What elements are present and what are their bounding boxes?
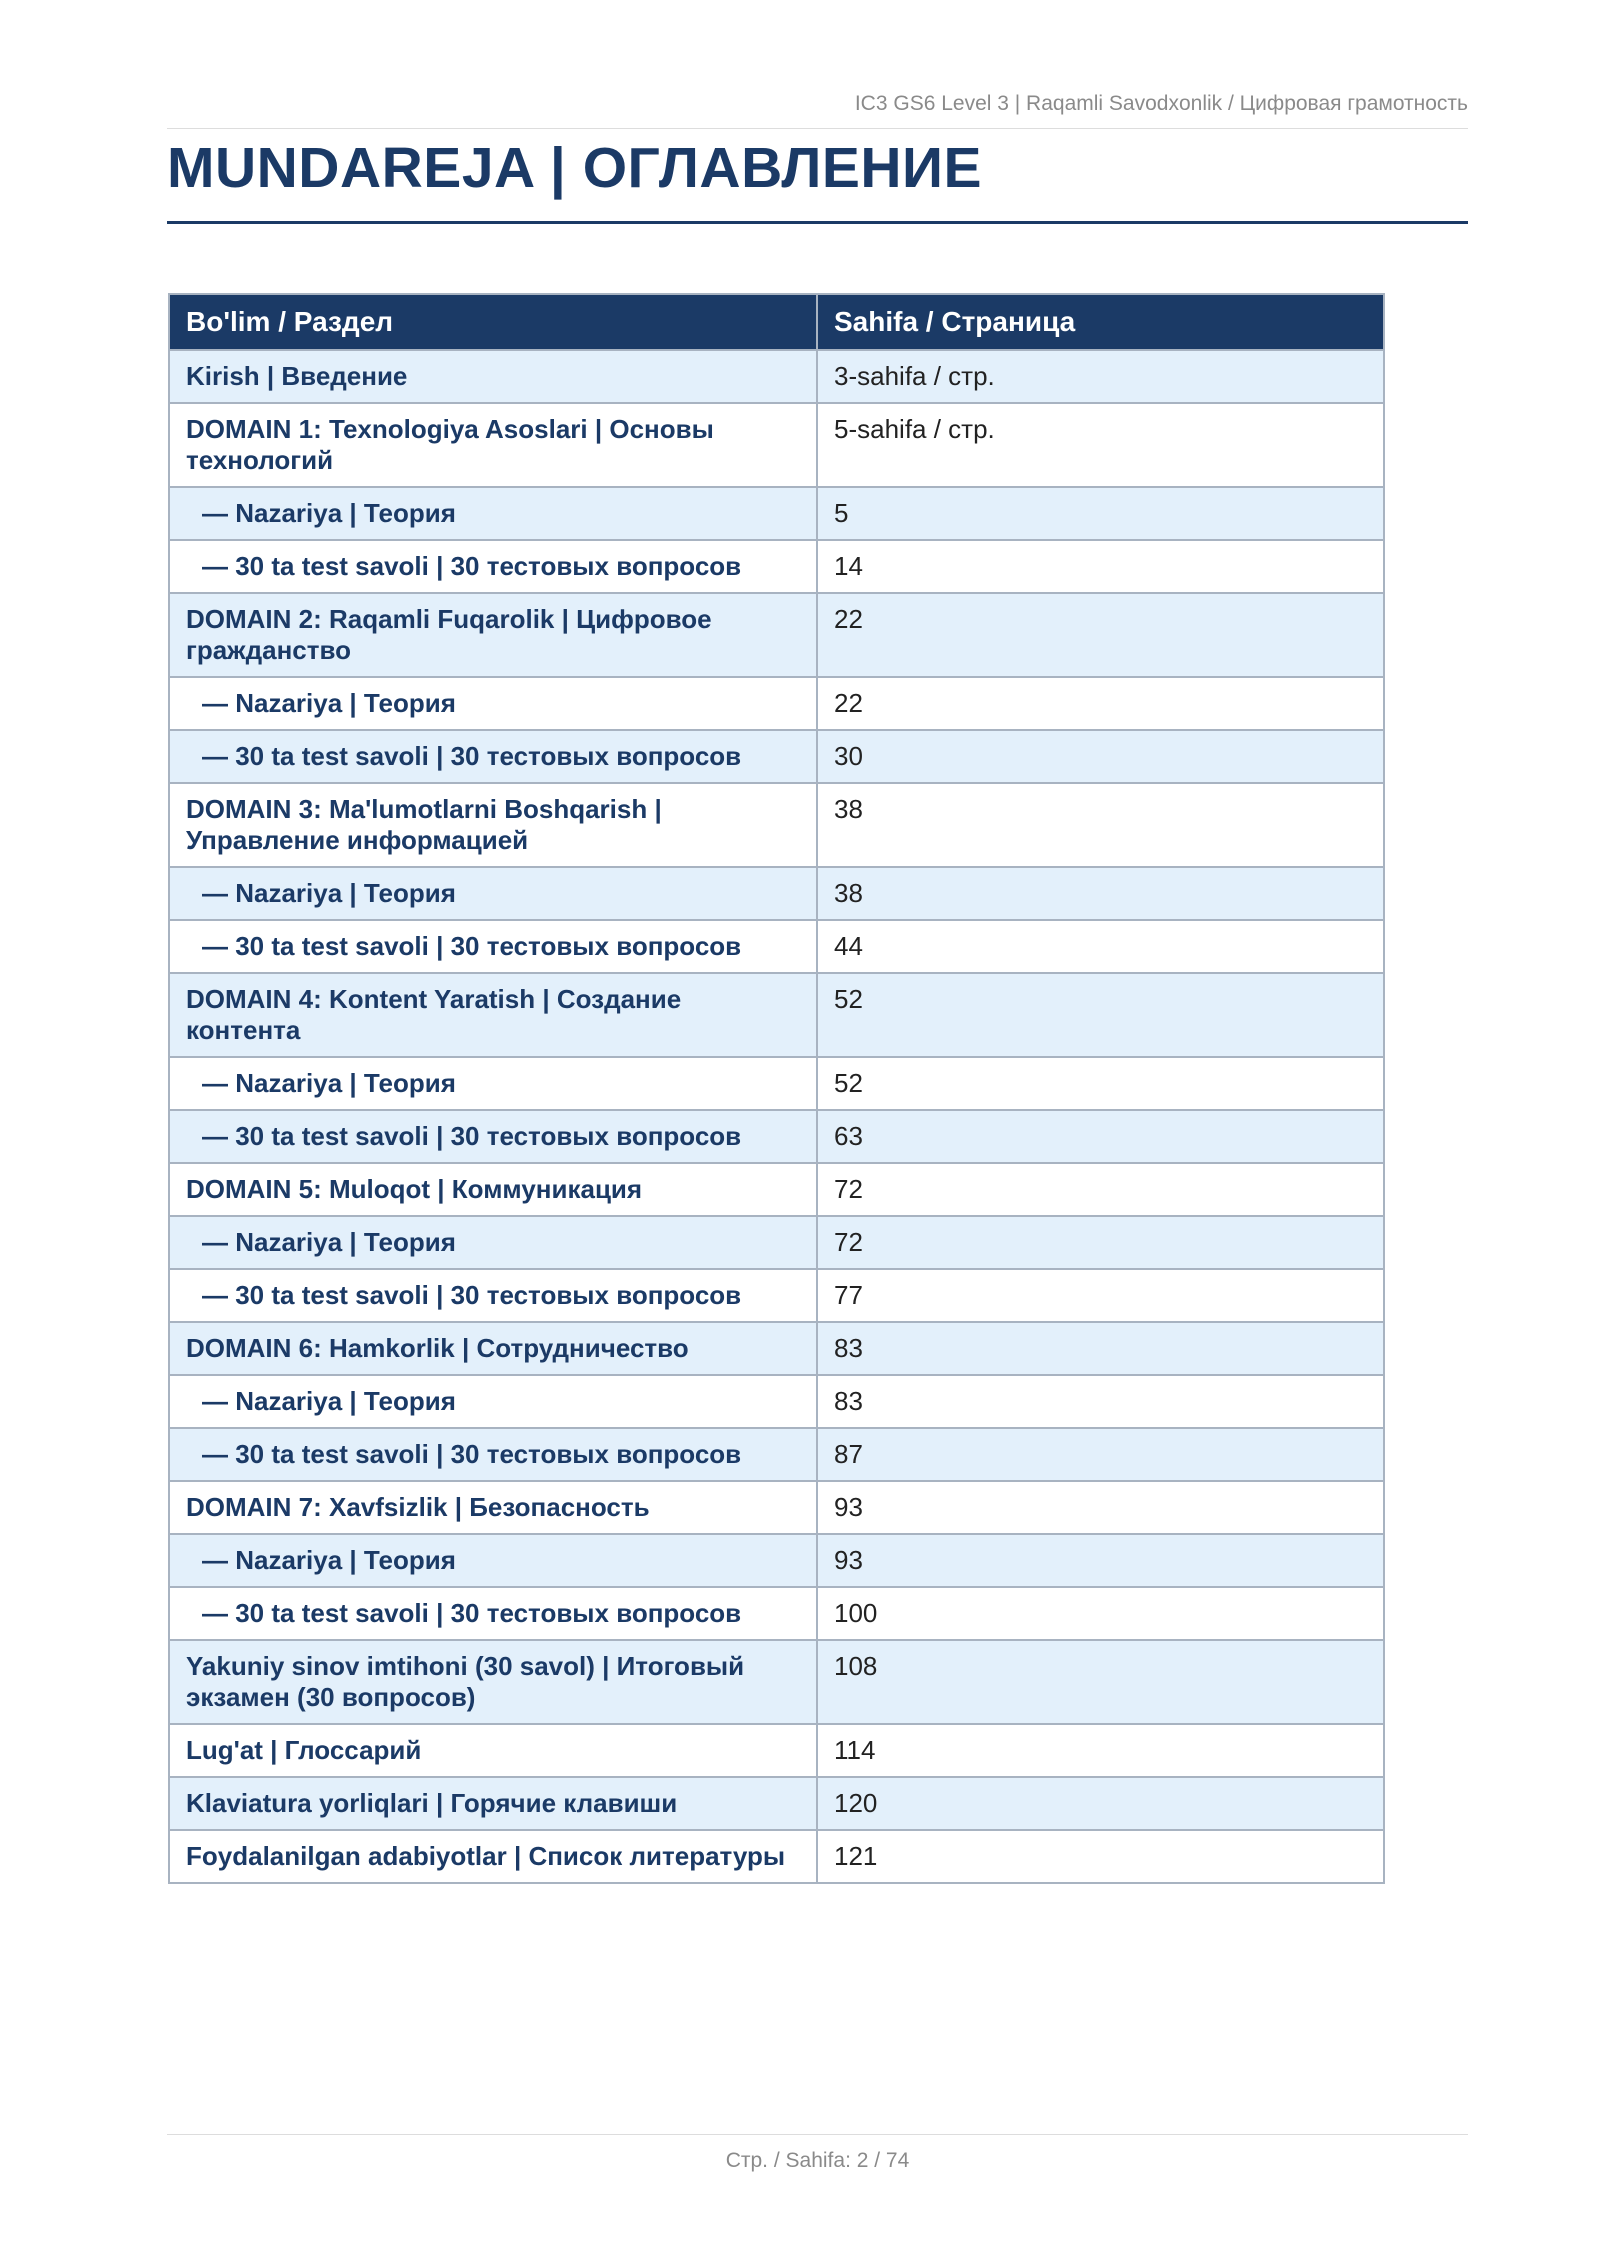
- toc-page-number: 63: [817, 1110, 1384, 1163]
- table-row: [169, 973, 1384, 1057]
- toc-section-title: — 30 ta test savoli | 30 тестовых вопросов: [169, 1269, 817, 1322]
- toc-section-title: DOMAIN 1: Texnologiya Asoslari | Основы технологий: [169, 403, 817, 487]
- toc-page-number: 93: [817, 1481, 1384, 1534]
- table-row: [169, 1216, 1384, 1269]
- table-row: [169, 1640, 1384, 1724]
- toc-section-title: Kirish | Введение: [169, 350, 817, 403]
- table-row: [169, 1375, 1384, 1428]
- table-row: [169, 867, 1384, 920]
- toc-page-number: 38: [817, 867, 1384, 920]
- table-row: [169, 487, 1384, 540]
- table-row: [169, 403, 1384, 487]
- toc-section-title: DOMAIN 6: Hamkorlik | Сотрудничество: [169, 1322, 817, 1375]
- toc-section-title: Foydalanilgan adabiyotlar | Список литературы: [169, 1830, 817, 1883]
- toc-section-title: Yakuniy sinov imtihoni (30 savol) | Итоговый экзамен (30 вопросов): [169, 1640, 817, 1724]
- column-header-page: Sahifa / Страница: [817, 294, 1384, 350]
- toc-section-title: — 30 ta test savoli | 30 тестовых вопросов: [169, 920, 817, 973]
- page-footer: Стр. / Sahifa: 2 / 74: [167, 2134, 1468, 2173]
- toc-section-title: — 30 ta test savoli | 30 тестовых вопросов: [169, 1428, 817, 1481]
- toc-page-number: 120: [817, 1777, 1384, 1830]
- toc-section-title: — Nazariya | Теория: [169, 867, 817, 920]
- table-row: [169, 1830, 1384, 1883]
- table-row: [169, 1587, 1384, 1640]
- table-row: [169, 1428, 1384, 1481]
- toc-page-number: 22: [817, 677, 1384, 730]
- page-title: MUNDAREJA | ОГЛАВЛЕНИЕ: [167, 140, 1468, 224]
- toc-section-title: Lug'at | Глоссарий: [169, 1724, 817, 1777]
- toc-page-number: 30: [817, 730, 1384, 783]
- toc-page-number: 100: [817, 1587, 1384, 1640]
- toc-section-title: — Nazariya | Теория: [169, 487, 817, 540]
- column-header-section: Bo'lim / Раздел: [169, 294, 817, 350]
- toc-page-number: 5: [817, 487, 1384, 540]
- table-row: [169, 1481, 1384, 1534]
- toc-page-number: 114: [817, 1724, 1384, 1777]
- table-row: [169, 593, 1384, 677]
- table-row: [169, 730, 1384, 783]
- toc-page-number: 72: [817, 1163, 1384, 1216]
- table-row: [169, 1322, 1384, 1375]
- toc-section-title: DOMAIN 4: Kontent Yaratish | Создание контента: [169, 973, 817, 1057]
- toc-page-number: 77: [817, 1269, 1384, 1322]
- toc-section-title: Klaviatura yorliqlari | Горячие клавиши: [169, 1777, 817, 1830]
- running-header: IC3 GS6 Level 3 | Raqamli Savodxonlik / Цифровая грамотность: [167, 92, 1468, 129]
- table-row: [169, 783, 1384, 867]
- toc-page-number: 3-sahifa / стр.: [817, 350, 1384, 403]
- toc-page-number: 93: [817, 1534, 1384, 1587]
- table-row: [169, 677, 1384, 730]
- toc-section-title: — Nazariya | Теория: [169, 1057, 817, 1110]
- toc-section-title: DOMAIN 3: Ma'lumotlarni Boshqarish | Управление информацией: [169, 783, 817, 867]
- table-row: [169, 920, 1384, 973]
- table-row: [169, 1534, 1384, 1587]
- toc-page-number: 52: [817, 973, 1384, 1057]
- toc-page-number: 5-sahifa / стр.: [817, 403, 1384, 487]
- table-row: [169, 1057, 1384, 1110]
- table-row: [169, 540, 1384, 593]
- toc-section-title: DOMAIN 2: Raqamli Fuqarolik | Цифровое гражданство: [169, 593, 817, 677]
- toc-page-number: 87: [817, 1428, 1384, 1481]
- toc-page-number: 83: [817, 1322, 1384, 1375]
- toc-page-number: 22: [817, 593, 1384, 677]
- toc-page-number: 52: [817, 1057, 1384, 1110]
- table-row: [169, 1724, 1384, 1777]
- toc-section-title: — Nazariya | Теория: [169, 1375, 817, 1428]
- table-row: [169, 1110, 1384, 1163]
- toc-section-title: — Nazariya | Теория: [169, 1534, 817, 1587]
- table-of-contents: [168, 293, 1385, 1884]
- toc-page-number: 38: [817, 783, 1384, 867]
- toc-section-title: — 30 ta test savoli | 30 тестовых вопросов: [169, 730, 817, 783]
- toc-page-number: 44: [817, 920, 1384, 973]
- toc-section-title: DOMAIN 5: Muloqot | Коммуникация: [169, 1163, 817, 1216]
- toc-body: [169, 350, 1384, 1883]
- toc-section-title: — 30 ta test savoli | 30 тестовых вопросов: [169, 1587, 817, 1640]
- table-row: [169, 350, 1384, 403]
- toc-section-title: DOMAIN 7: Xavfsizlik | Безопасность: [169, 1481, 817, 1534]
- table-row: [169, 1163, 1384, 1216]
- toc-page-number: 121: [817, 1830, 1384, 1883]
- toc-page-number: 83: [817, 1375, 1384, 1428]
- toc-page-number: 14: [817, 540, 1384, 593]
- table-row: [169, 1269, 1384, 1322]
- toc-section-title: — 30 ta test savoli | 30 тестовых вопросов: [169, 1110, 817, 1163]
- toc-section-title: — 30 ta test savoli | 30 тестовых вопросов: [169, 540, 817, 593]
- toc-page-number: 108: [817, 1640, 1384, 1724]
- table-header-row: [169, 294, 1384, 350]
- toc-page-number: 72: [817, 1216, 1384, 1269]
- toc-section-title: — Nazariya | Теория: [169, 677, 817, 730]
- toc-section-title: — Nazariya | Теория: [169, 1216, 817, 1269]
- table-row: [169, 1777, 1384, 1830]
